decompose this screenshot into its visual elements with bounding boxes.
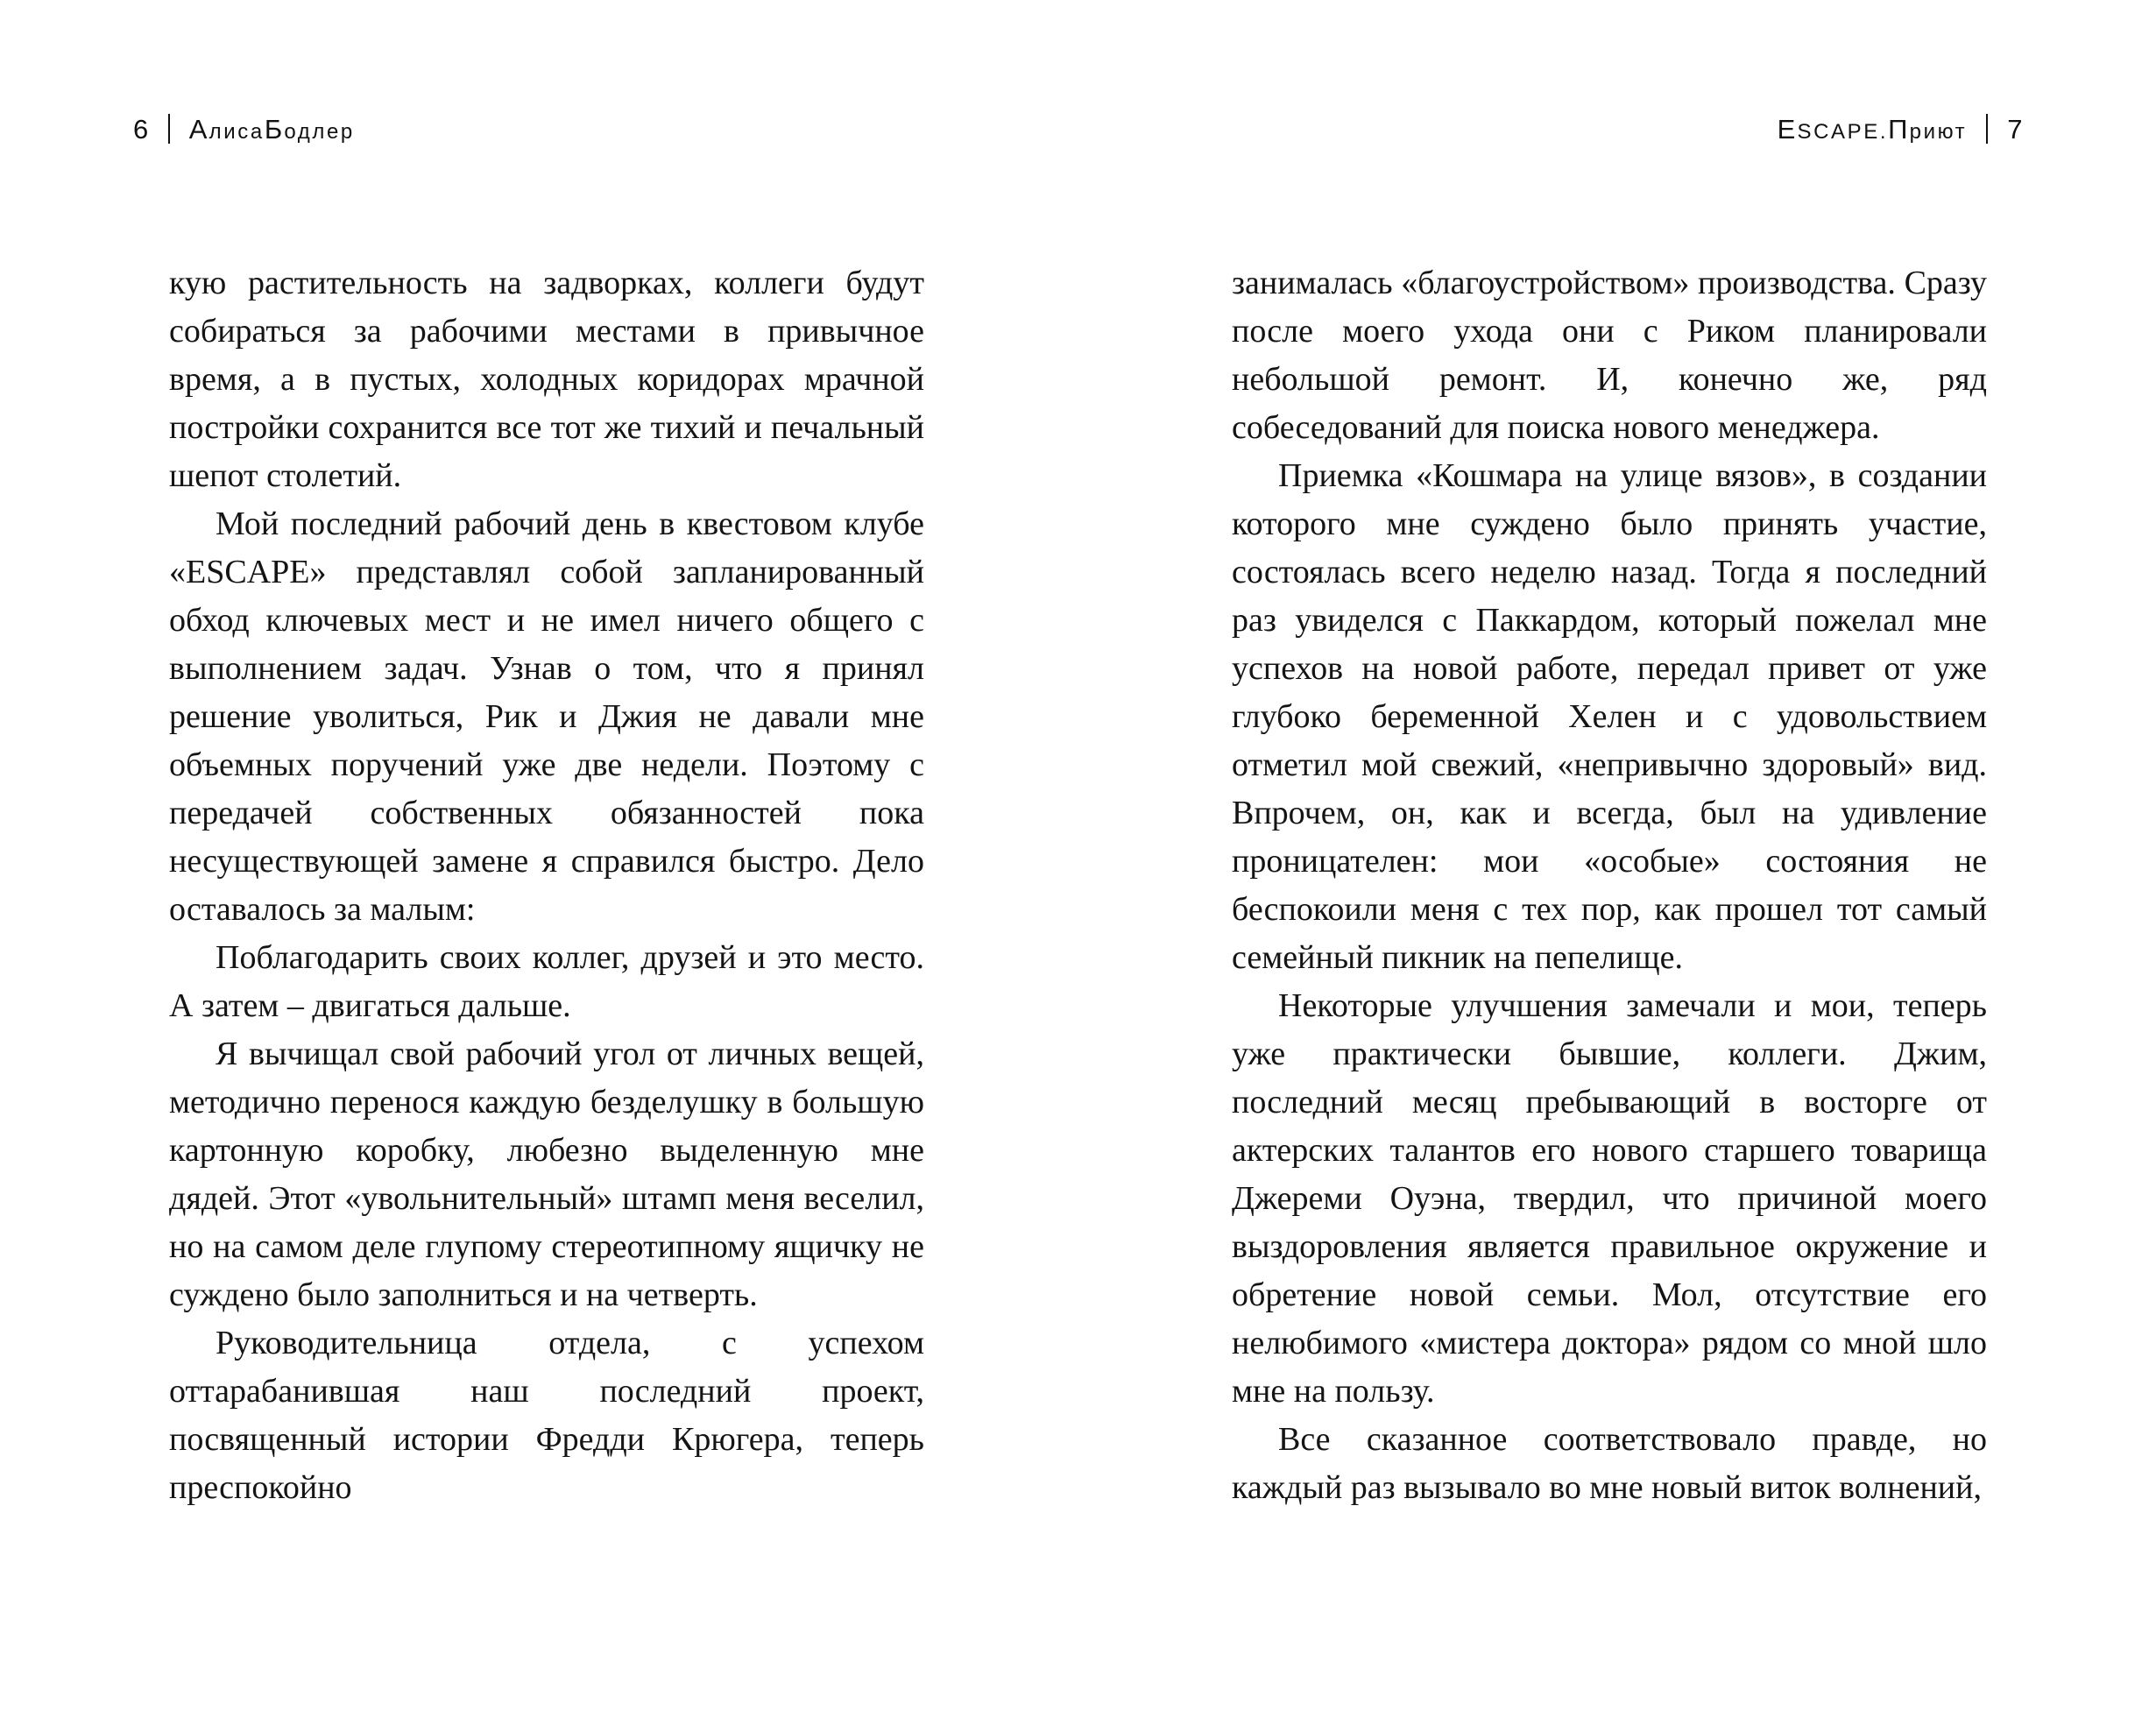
paragraph: Все сказанное соответствовало правде, но каждый раз вызывало во мне новый виток волнений, (1232, 1421, 1987, 1506)
title-priyut-rest: риют (1909, 119, 1968, 144)
paragraph: Руководительница отдела, с успехом оттарабанившая наш последний проект, посвященный истории Фредди Крюгера, теперь преспокойно (169, 1325, 924, 1506)
title-initial-e: E (1777, 113, 1798, 145)
title-escape-rest: SCAPE. (1797, 119, 1889, 144)
paragraph: Мой последний рабочий день в квестовом клубе «ESCAPE» представлял собой запланированный обход ключевых мест и не имел ничего общего с выполнением задач. Узнав о том, что я принял решение уволиться, Рик и Джия не давали мне объемных поручений уже две недели. Поэтому с передачей собственных обязанностей пока несуществующей замене я справился быстро. Дело оставалось за малым: (169, 505, 924, 928)
paragraph: Некоторые улучшения замечали и мои, теперь уже практически бывшие, коллеги. Джим, последний месяц пребывающий в восторге от актерских талантов его нового старшего товарища Джереми Оуэна, твердил, что причиной моего выздоровления является правильное окружение и обретение новой семьи. Мол, отсутствие его нелюбимого «мистера доктора» рядом со мной шло мне на пользу. (1232, 987, 1987, 1410)
running-head-verso (133, 109, 355, 149)
right-text-column (1232, 259, 1987, 1591)
paragraph: Приемка «Кошмара на улице вязов», в создании которого мне суждено было принять участие, состоялась всего неделю назад. Тогда я последний раз увиделся с Паккардом, который пожелал мне успехов на новой работе, передал привет от уже глубоко беременной Хелен и с удовольствием отметил мой свежий, «непривычно здоровый» вид. Впрочем, он, как и всегда, был на удивление проницателен: мои «особые» состояния не беспокоили меня с тех пор, как прошел тот самый семейный пикник на пепелище. (1232, 457, 1987, 976)
paragraph: Поблагодарить своих коллег, друзей и это место. А затем – двигаться дальше. (169, 939, 924, 1024)
author-initial-a: А (188, 113, 209, 145)
folio-number-right: 7 (2007, 113, 2023, 145)
paragraph: занималась «благоустройством» производства. Сразу после моего ухода они с Риком планировали небольшой ремонт. И, конечно же, ряд собеседований для поиска нового менеджера. (1232, 265, 1987, 446)
paragraph: кую растительность на задворках, коллеги будут собираться за рабочими местами в привычное время, а в пустых, холодных коридорах мрачной постройки сохранится все тот же тихий и печальный шепот столетий. (169, 265, 924, 494)
left-text-column (169, 259, 924, 1591)
two-column-text-block (169, 259, 1987, 1591)
running-head-divider-right (1986, 114, 1988, 144)
running-head-divider-left (168, 114, 170, 144)
running-head-title (1777, 113, 1968, 145)
author-surname-rest: одлер (284, 119, 355, 144)
title-initial-p: П (1888, 113, 1910, 145)
running-head-author (188, 113, 355, 145)
author-name-rest: лиса (209, 119, 265, 144)
paragraph: Я вычищал свой рабочий угол от личных вещей, методично перенося каждую безделушку в большую картонную коробку, любезно выделенную мне дядей. Этот «увольнительный» штамп меня веселил, но на самом деле глупому стереотипному ящичку не суждено было заполниться и на четверть. (169, 1036, 924, 1313)
author-initial-b: Б (264, 113, 285, 145)
running-head-recto (1778, 109, 2023, 149)
folio-number-left: 6 (133, 113, 149, 145)
